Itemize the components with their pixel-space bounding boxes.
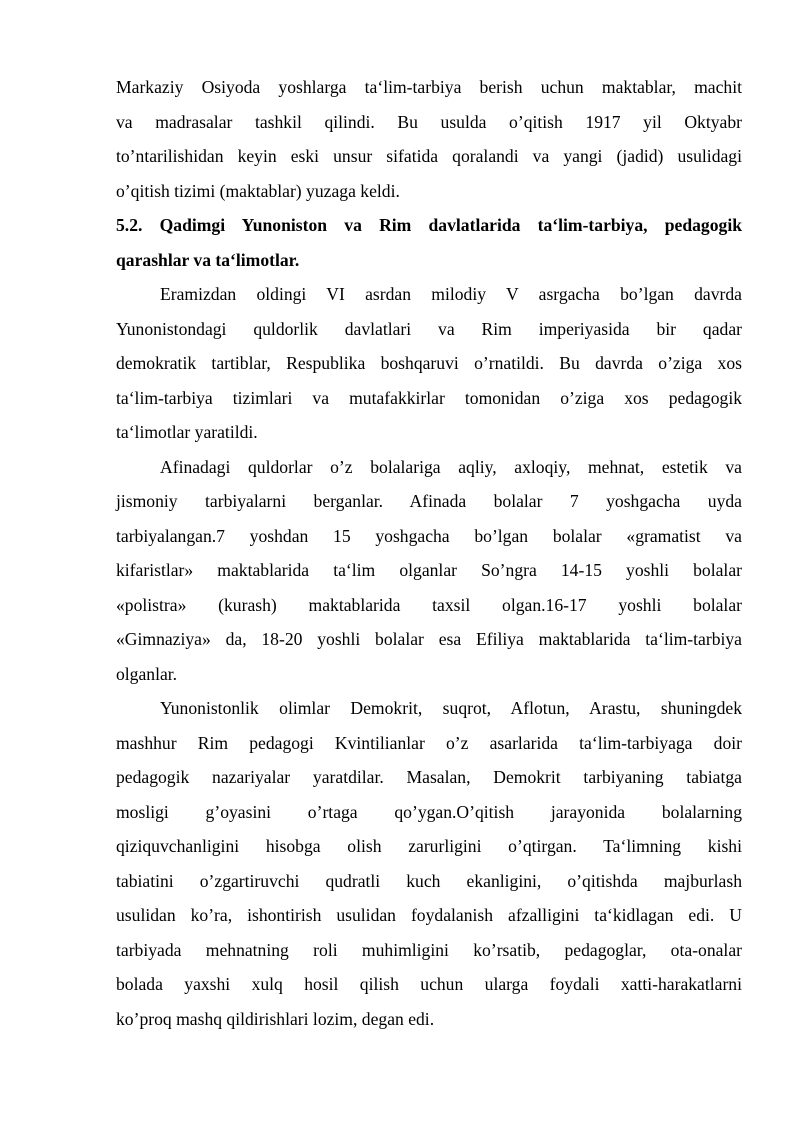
text-line: to’ntarilishidan keyin eski unsur sifatida qoralandi va yangi (jadid) usulidagi xyxy=(116,146,742,166)
text-line: olganlar. xyxy=(116,663,178,684)
paragraph-3 xyxy=(116,691,742,1036)
section-heading xyxy=(116,208,742,277)
text-line: ta‘lim-tarbiya tizimlari va mutafakkirlar tomonidan o’ziga xos pedagogik xyxy=(116,387,742,408)
text-line: Eramizdan oldingi VI asrdan milodiy V asrgacha bo’lgan davrda xyxy=(160,284,742,304)
text-line: usulidan ko’ra, ishontirish usulidan foydalanish afzalligini ta‘kidlagan edi. U xyxy=(116,905,742,925)
text-line: demokratik tartiblar, Respublika boshqaruvi o’rnatildi. Bu davrda o’ziga xos xyxy=(116,353,742,373)
text-line: mosligi g’oyasini o’rtaga qo’ygan.O’qitish jarayonida bolalarning xyxy=(116,801,742,822)
document-page xyxy=(116,70,742,1036)
text-line: «polistra» (kurash) maktablarida taxsil olgan.16-17 yoshli bolalar xyxy=(116,594,742,615)
text-line: tarbiyada mehnatning roli muhimligini ko’rsatib, pedagoglar, ota-onalar xyxy=(116,939,742,960)
text-line: o’qitish tizimi (maktablar) yuzaga keldi. xyxy=(116,180,400,201)
text-line: Markaziy Osiyoda yoshlarga ta‘lim-tarbiya berish uchun maktablar, machit xyxy=(116,77,742,97)
text-line: mashhur Rim pedagogi Kvintilianlar o’z asarlarida ta‘lim-tarbiyaga doir xyxy=(116,732,742,753)
text-line: bolada yaxshi xulq hosil qilish uchun ularga foydali xatti-harakatlarni xyxy=(116,974,742,994)
text-line: ko’proq mashq qildirishlari lozim, degan edi. xyxy=(116,1008,435,1029)
paragraph-2 xyxy=(116,450,742,692)
paragraph-1 xyxy=(116,277,742,450)
text-line: Yunonistonlik olimlar Demokrit, suqrot, Aflotun, Arastu, shuningdek xyxy=(160,698,742,718)
text-line: jismoniy tarbiyalarni berganlar. Afinada bolalar 7 yoshgacha uyda xyxy=(116,491,742,511)
text-line: ta‘limotlar yaratildi. xyxy=(116,422,258,442)
text-line: va madrasalar tashkil qilindi. Bu usulda o’qitish 1917 yil Oktyabr xyxy=(116,111,742,132)
text-line: Afinadagi quldorlar o’z bolalariga aqliy, axloqiy, mehnat, estetik va xyxy=(160,456,742,477)
heading-line: 5.2. Qadimgi Yunoniston va Rim davlatlarida ta‘lim-tarbiya, pedagogik xyxy=(116,215,742,235)
text-line: qiziquvchanligini hisobga olish zarurligini o’qtirgan. Ta‘limning kishi xyxy=(116,836,742,856)
text-line: pedagogik nazariyalar yaratdilar. Masalan, Demokrit tarbiyaning tabiatga xyxy=(116,767,742,787)
text-line: Yunonistondagi quldorlik davlatlari va Rim imperiyasida bir qadar xyxy=(116,318,742,339)
heading-line: qarashlar va ta‘limotlar. xyxy=(116,249,300,270)
intro-paragraph xyxy=(116,70,742,208)
text-line: «Gimnaziya» da, 18-20 yoshli bolalar esa Efiliya maktablarida ta‘lim-tarbiya xyxy=(116,629,742,649)
text-line: kifaristlar» maktablarida ta‘lim olganlar So’ngra 14-15 yoshli bolalar xyxy=(116,560,742,580)
text-line: tarbiyalangan.7 yoshdan 15 yoshgacha bo’lgan bolalar «gramatist va xyxy=(116,525,742,546)
text-line: tabiatini o’zgartiruvchi qudratli kuch ekanligini, o’qitishda majburlash xyxy=(116,870,742,891)
